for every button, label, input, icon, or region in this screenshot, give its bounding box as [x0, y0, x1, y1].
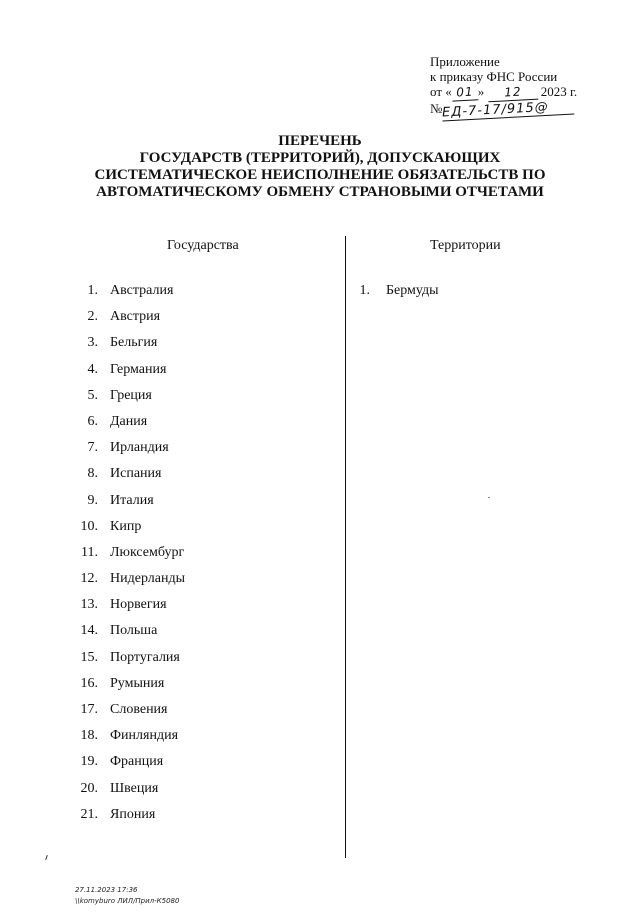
title-line-4: АВТОМАТИЧЕСКОМУ ОБМЕНУ СТРАНОВЫМИ ОТЧЕТАМИ [96, 184, 544, 200]
list-item: 6. Дания [87, 413, 148, 429]
territories-list [356, 282, 439, 308]
title-line-2: ГОСУДАРСТВ (ТЕРРИТОРИЙ), ДОПУСКАЮЩИХ [139, 150, 501, 166]
list-item: 12. Нидерланды [80, 571, 185, 587]
appendix-label: Приложение [430, 54, 500, 69]
date-separator: » [477, 84, 485, 99]
states-list [70, 282, 185, 832]
scan-speck [488, 497, 490, 498]
document-title [80, 133, 560, 201]
territories-column-header: Территории [430, 238, 501, 253]
list-item: 20. Швеция [80, 780, 159, 796]
handwritten-month: 12 [487, 84, 538, 103]
list-item: 17. Словения [80, 702, 168, 717]
list-item: 1. Австралия [87, 283, 174, 298]
column-divider [345, 236, 346, 858]
states-column-header: Государства [167, 238, 239, 253]
title-line-1: ПЕРЕЧЕНЬ [278, 133, 362, 149]
list-item: 4. Германия [87, 361, 167, 377]
appendix-header [430, 54, 578, 121]
order-reference: к приказу ФНС России [430, 69, 558, 84]
scan-speck [45, 855, 48, 860]
list-item: 14. Польша [80, 623, 158, 639]
list-item: 11. Люксембург [81, 544, 185, 560]
list-item: 9. Италия [87, 492, 154, 508]
list-item: 16. Румыния [80, 675, 165, 691]
list-item: 1. Бермуды [359, 283, 439, 298]
footer-file-path: \\komyburo ЛИЛ/Прил-К5080 [75, 897, 180, 905]
list-item: 5. Греция [87, 387, 152, 403]
date-prefix: от [430, 84, 443, 99]
handwritten-day: 01 [451, 84, 478, 101]
list-item: 2. Австрия [87, 309, 161, 325]
number-prefix: № [430, 101, 443, 116]
list-item: 15. Португалия [80, 649, 180, 665]
order-number-line [430, 99, 577, 121]
list-item: 10. Кипр [80, 518, 142, 534]
list-item: 13. Норвегия [80, 597, 167, 613]
list-item: 18. Финляндия [80, 728, 179, 744]
file-footer [75, 885, 179, 907]
order-date-line: от « 01 » 12 2023 г. [430, 84, 577, 101]
footer-timestamp: 27.11.2023 17:36 [75, 886, 138, 894]
list-item: 8. Испания [87, 466, 162, 482]
date-year: 2023 г. [540, 84, 578, 99]
list-item: 3. Бельгия [87, 335, 158, 351]
list-item: 7. Ирландия [87, 440, 169, 456]
handwritten-order-number: ЕД-7-17/915@ [442, 99, 575, 122]
list-item: 21. Япония [80, 806, 156, 822]
title-line-3: СИСТЕМАТИЧЕСКОЕ НЕИСПОЛНЕНИЕ ОБЯЗАТЕЛЬСТВ ПО [94, 167, 546, 183]
list-item: 19. Франция [80, 754, 164, 770]
